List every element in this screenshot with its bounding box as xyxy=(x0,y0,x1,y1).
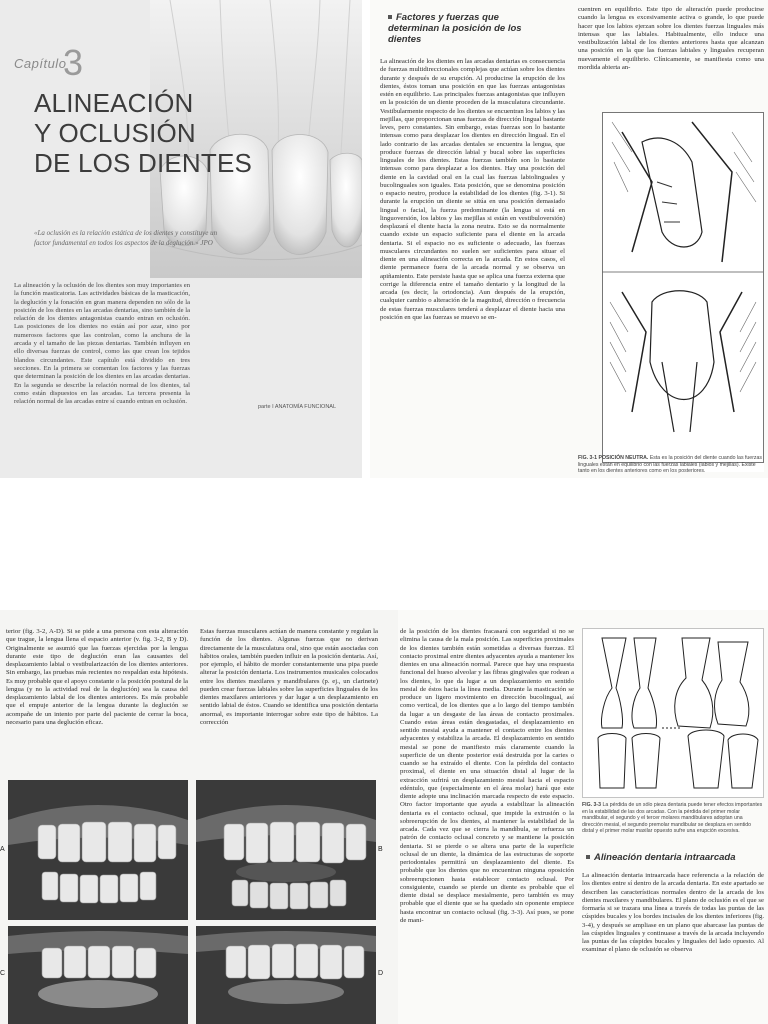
photo-open-bite-c xyxy=(8,926,188,1024)
photo-open-bite-b xyxy=(196,780,376,920)
page-factors xyxy=(370,0,768,478)
body-column-left: terior (fig. 3-2, A-D). Si se pide a una persona con esta alteración que trague, la lengua llena el espacio anterior (v. fig. 3-2, B y D). Originalmente se asumió que las fuerzas ejercidas por la lengua durante este tipo de deglución eran las causantes del desplazamiento labial o vestibularización de los dientes anteriores. Sin embargo, las pruebas más recientes no respaldan esta hipótesis. Es muy probable que el apoyo constante o la posición postural de la lengua (y no la actividad real de la deglución) sea la causa del desplazamiento labial de los dientes anteriores. Es más probable que el empuje anterior de la lengua durante la deglución se acompañe de un intento por parte del paciente de cerrar la boca, necesario para una deglución eficaz. xyxy=(6,628,188,726)
figure-neutral-position xyxy=(602,112,764,472)
photo-label: A xyxy=(0,846,5,853)
caption-label: FIG. 3-3 xyxy=(582,802,602,808)
chapter-title xyxy=(34,88,284,178)
photo-label: D xyxy=(378,970,384,977)
heading-bullet-icon xyxy=(388,15,392,19)
photo-label: B xyxy=(378,846,383,853)
figure-caption xyxy=(578,455,764,475)
page-chapter-opening xyxy=(0,0,362,478)
body-column-left: de la posición de los dientes fracasará con seguridad si no se elimina la causa de la mala posición. Las superficies proximales de los dientes también están sometidas a diversas fuerzas. El contacto proximal entre dientes adyacentes ayuda a mantener los dientes en una alineación normal. Parece que hay una respuesta funcional del hueso alveolar y las fibras gingivales que rodean a los dientes, lo que da lugar a un desplazamiento en sentido mesial de éstos hacia la línea media. Durante la masticación se produce un ligero movimiento en dirección bucolingual, así como vertical, de los dientes que a lo largo del tiempo también da lugar a un desgaste de las áreas de contacto proximales. Cuando estas áreas están desgastadas, el desplazamiento en sentido mesial ayuda a mantener el contacto entre los dientes adyacentes y estabiliza la arcada. El desplazamiento en sentido mesial se pone de manifiesto más claramente cuando la superficie de un diente posterior está destruida por la caries o cuando se ha extraído el diente. Con la pérdida del contacto proximal, el diente en una situación distal al lugar de la extracción sufrirá un desplazamiento mesial hacia el espacio edéntulo, que (especialmente en el área molar) hará que este diente adopte una inclinación marcada respecto de este espacio. Otro factor importante que ayuda a estabilizar la alineación dentaria es el contacto oclusal, que impide la extrusión o la sobreerupción de los dientes, al mantener la estabilidad de la arcada. Cada vez que se cierra la mandíbula, se refuerza un patrón de contacto oclusal concreto y se mantiene la posición dentaria. Si se pierde o se altera una parte de la superficie oclusal de un diente, la dinámica de las estructuras de soporte periodontales permitirá un desplazamiento del diente. Es probable que los dientes que no encuentran ninguna oposición sobreerupcionen hasta establecer contacto oclusal. Por consiguiente, cuando se pierde un diente es probable que el diente distal se desplace mesialmente, pero también es muy probable que el diente que se ha quedado sin oponente empiece hasta encontrar un contacto oclusal (fig. 3-3). Así pues, se pone de mani- xyxy=(400,628,574,924)
chapter-label: Capítulo xyxy=(14,56,67,71)
chapter-title-line: DE LOS DIENTES xyxy=(34,148,253,178)
teeth-photo xyxy=(8,780,188,920)
section-heading xyxy=(388,12,538,45)
chapter-title-line: ALINEACIÓN xyxy=(34,88,194,118)
page-tongue-forces xyxy=(0,610,398,1024)
caption-text: Esta es la posición del diente cuando las fuerzas linguales están en equilibrio con las fuerzas labiales (labios y mejillas). Existe tanto en los dientes anteriores como en los posteriores. xyxy=(578,455,762,474)
chapter-title-line: Y OCLUSIÓN xyxy=(34,118,196,148)
photo-open-bite-a xyxy=(8,780,188,920)
body-column-right: cuentren en equilibrio. Este tipo de alteración puede producirse cuando la lengua es excesivamente activa o grande, lo que puede hacer que los labios ejerzan sobre los dientes fuerzas linguales más intensas que las labiales. Habitualmente, ello induce una vestibulización labial de los dientes anteriores hasta que alcanzan una posición en la que las fuerzas labiales y linguales recuperan nuevamente el equilibrio. Clínicamente, se manifiesta como una mordida abierta an- xyxy=(578,6,764,71)
caption-text: La pérdida de un sólo pieza dentaria puede tener efectos importantes en la estabilidad de las dos arcadas. Con la pérdida del primer molar mandibular, el segundo y el tercer molares mandibulares adoptan una dirección mesial, el segundo premolar mandibular se desplaza en sentido distal y el primer molar maxilar opuesto sufre una erupción excesiva. xyxy=(582,802,763,834)
heading-bullet-icon xyxy=(586,855,590,859)
body-column-left: La alineación de los dientes en las arcadas dentarias es consecuencia de fuerzas multidireccionales complejas que actúan sobre los dientes durante y después de su erupción. Al producirse la erupción de los dientes, éstos toman una posición en que las fuerzas antagonistas estén en equilibrio. Las principales fuerzas antagonistas que influyen en la posición de un diente proceden de la musculatura circundante. Vestibularmente respecto de los dientes se encuentran los labios y las mejillas, que proporcionan unas fuerzas de dirección lingual bastante leves, pero constantes. Sin embargo, estas fuerzas son lo bastante intensas como para desplazar los dientes en dirección lingual. En el lado contrario de las arcadas dentales se encuentra la lengua, que produce fuerzas de dirección labial y bucal sobre las superficies linguales de los dientes. Estas fuerzas también son lo bastante intensas como para desplazar a los dientes. Hay una posición del diente en la cavidad oral en la cual las fuerzas labiolinguales y bucolinguales son iguales. Esta posición, que se denomina posición o espacio neutro, produce la estabilidad de los dientes (fig. 3-1). Si durante la erupción un diente se sitúa en una posición demasiado lingual o facial, la fuerza predominante (la lengua si está en linguoversión, los labios y las mejillas si están en vestibuloversión) desplazará el diente hacia la zona neutra. Esto se da normalmente cuando existe un espacio suficiente para el diente en la arcada dentaria. Si el espacio no es suficiente o adecuado, las fuerzas musculares circundantes no suelen ser suficientes para situar el diente en una alineación correcta en la arcada. En estos casos, el diente permanece fuera de la arcada normal y se observa un apiñamiento. Este persiste hasta que se aplica una fuerza externa que corrige la diferencia entre el tamaño dentario y la longitud de la arcada (es decir, la ortodoncia). Aun después de la erupción, cualquier cambio o alteración de la magnitud, dirección o frecuencia de estas fuerzas musculares tenderá a desplazar el diente hacia una posición en que las fuerzas se muevo se en- xyxy=(380,58,565,321)
body-column-right: La alineación dentaria intraarcada hace referencia a la relación de los dientes entre sí dentro de la arcada dentaria. En este apartado se describen las características normales dentro de la arcada de los dientes maxilares y mandibulares. El plano de oclusión es el que se formaría si se trazara una línea a través de todas las puntas de las cúspides bucales y los bordes incisales de los dientes inferiores (fig. 3-4), y después se ampliase en un plano que abarcase las puntas de las cúspides linguales y continuase a través de la arcada incluyendo las puntas de las cúspides bucales y linguales del lado opuesto. Al examinar el plano de oclusión se observa xyxy=(582,872,764,954)
page-footer: parte I ANATOMÍA FUNCIONAL xyxy=(258,404,337,410)
page-proximal-forces xyxy=(398,610,768,1024)
figure-tooth-loss xyxy=(582,628,764,798)
teeth-photo xyxy=(8,926,188,1024)
epigraph-quote: «La oclusión es la relación estática de los dientes y constituye un factor fundamental en todos los aspectos de la deglución.» JPO xyxy=(34,229,218,247)
photo-open-bite-d xyxy=(196,926,376,1024)
section-heading-text: Alineación dentaria intraarcada xyxy=(594,852,736,863)
section-heading-text: Factores y fuerzas que determinan la posición de los dientes xyxy=(388,12,522,45)
caption-label: FIG. 3-1 xyxy=(578,455,598,461)
section-heading xyxy=(586,852,764,863)
caption-title: POSICIÓN NEUTRA. xyxy=(598,455,649,461)
teeth-photo xyxy=(196,780,376,920)
chapter-number: 3 xyxy=(63,42,84,83)
teeth-photo xyxy=(196,926,376,1024)
body-column-right: Estas fuerzas musculares actúan de manera constante y regulan la función de los dientes. Algunas fuerzas que no derivan directamente de la musculatura oral, sino que están asociadas con hábitos orales, también pueden influir en la posición dentaria. Así, por ejemplo, el hábito de morder constantemente una pipa puede alterar la posición dentaria. Los instrumentos musicales colocados entre los dientes maxilares y mandibulares (p. ej., un clarinete) pueden crear fuerzas labiales sobre las superficies linguales de los dientes maxilares anteriores y dar lugar a un desplazamiento en sentido labial de éstos. Cuando se identifica una posición dentaria anormal, es importante interrogar sobre este tipo de hábitos. La corrección xyxy=(200,628,378,726)
photo-label: C xyxy=(0,970,6,977)
intro-paragraph: La alineación y la oclusión de los dientes son muy importantes en la función masticatoria. Las actividades básicas de la masticación, la deglución y la fonación en gran manera dependen no sólo de la posición de los dientes en las arcadas dentarias, sino también de la relación de los dientes antagonistas cuando entran en oclusión. Las posiciones de los dientes no están así por azar, sino por numerosos factores que las controlan, como la anchura de la arcada y el tamaño de las piezas dentarias. También influyen en ello diversas fuerzas de control, como las que crean los tejidos blandos circundantes. Este capítulo está dividido en tres secciones. En la primera se comentan los factores y las fuerzas que determinan la posición de los dientes en las arcadas dentarias. En la segunda se describe la relación normal de los dientes, tal como están dispuestos en las arcadas. La tercera presenta la relación normal de las arcadas entre sí cuando entran en oclusión. xyxy=(14,282,190,406)
figure-caption xyxy=(582,802,764,835)
